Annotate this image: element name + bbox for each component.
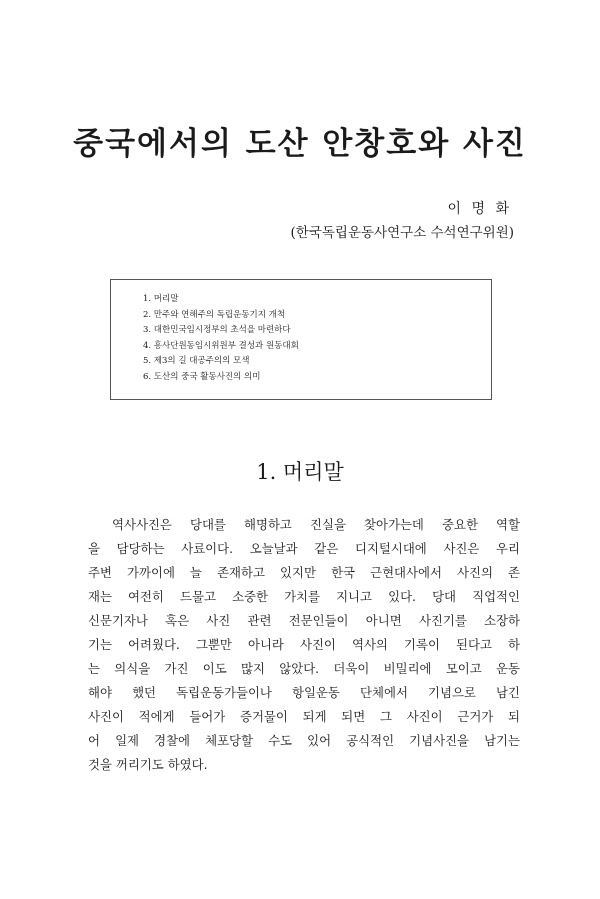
paragraph-line: 을 담당하는 사료이다. 오늘날과 같은 디지털시대에 사진은 우리 xyxy=(88,541,520,557)
body-paragraph xyxy=(88,513,520,778)
author-name: 이 명 화 xyxy=(447,201,512,217)
toc-item: 5. 제3의 길 대공주의의 모색 xyxy=(143,356,250,367)
table-of-contents xyxy=(110,279,492,400)
paragraph-line: 해야 했던 독립운동가들이나 항일운동 단체에서 기념으로 남긴 xyxy=(88,685,520,701)
paragraph-line: 는 의식을 가진 이도 많지 않았다. 더욱이 비밀리에 모이고 운동 xyxy=(88,661,520,677)
paper-title: 중국에서의 도산 안창호와 사진 xyxy=(73,126,527,162)
paragraph-line: 것을 꺼리기도 하였다. xyxy=(88,757,208,773)
paragraph-line: 어 일제 경찰에 체포당할 수도 있어 공식적인 기념사진을 남기는 xyxy=(88,733,520,749)
toc-item: 1. 머리말 xyxy=(143,294,179,304)
toc-item: 3. 대한민국임시정부의 초석을 마련하다 xyxy=(143,325,291,336)
toc-item: 2. 만주와 연해주의 독립운동기지 개척 xyxy=(143,309,286,320)
paragraph-line: 역사사진은 당대를 해명하고 진실을 찾아가는데 중요한 역할 xyxy=(112,517,520,532)
paragraph-line: 기는 어려웠다. 그뿐만 아니라 사진이 역사의 기록이 된다고 하 xyxy=(88,637,520,653)
toc-item: 6. 도산의 중국 활동사진의 의미 xyxy=(143,371,261,382)
section-heading: 1. 머리말 xyxy=(256,460,344,484)
paragraph-line: 주변 가까이에 늘 존재하고 있지만 한국 근현대사에서 사진의 존 xyxy=(88,565,520,581)
paragraph-line: 재는 여전히 드물고 소중한 가치를 지니고 있다. 당대 직업적인 xyxy=(88,589,520,605)
toc-item: 4. 흥사단원동임시위원부 결성과 원동대회 xyxy=(143,340,299,351)
paragraph-line: 신문기자나 혹은 사진 관련 전문인들이 아니면 사진기를 소장하 xyxy=(88,613,520,629)
paragraph-line: 사진이 적에게 들어가 증거물이 되게 되면 그 사진이 근거가 되 xyxy=(88,709,520,725)
author-affiliation: (한국독립운동사연구소 수석연구위원) xyxy=(290,225,514,241)
